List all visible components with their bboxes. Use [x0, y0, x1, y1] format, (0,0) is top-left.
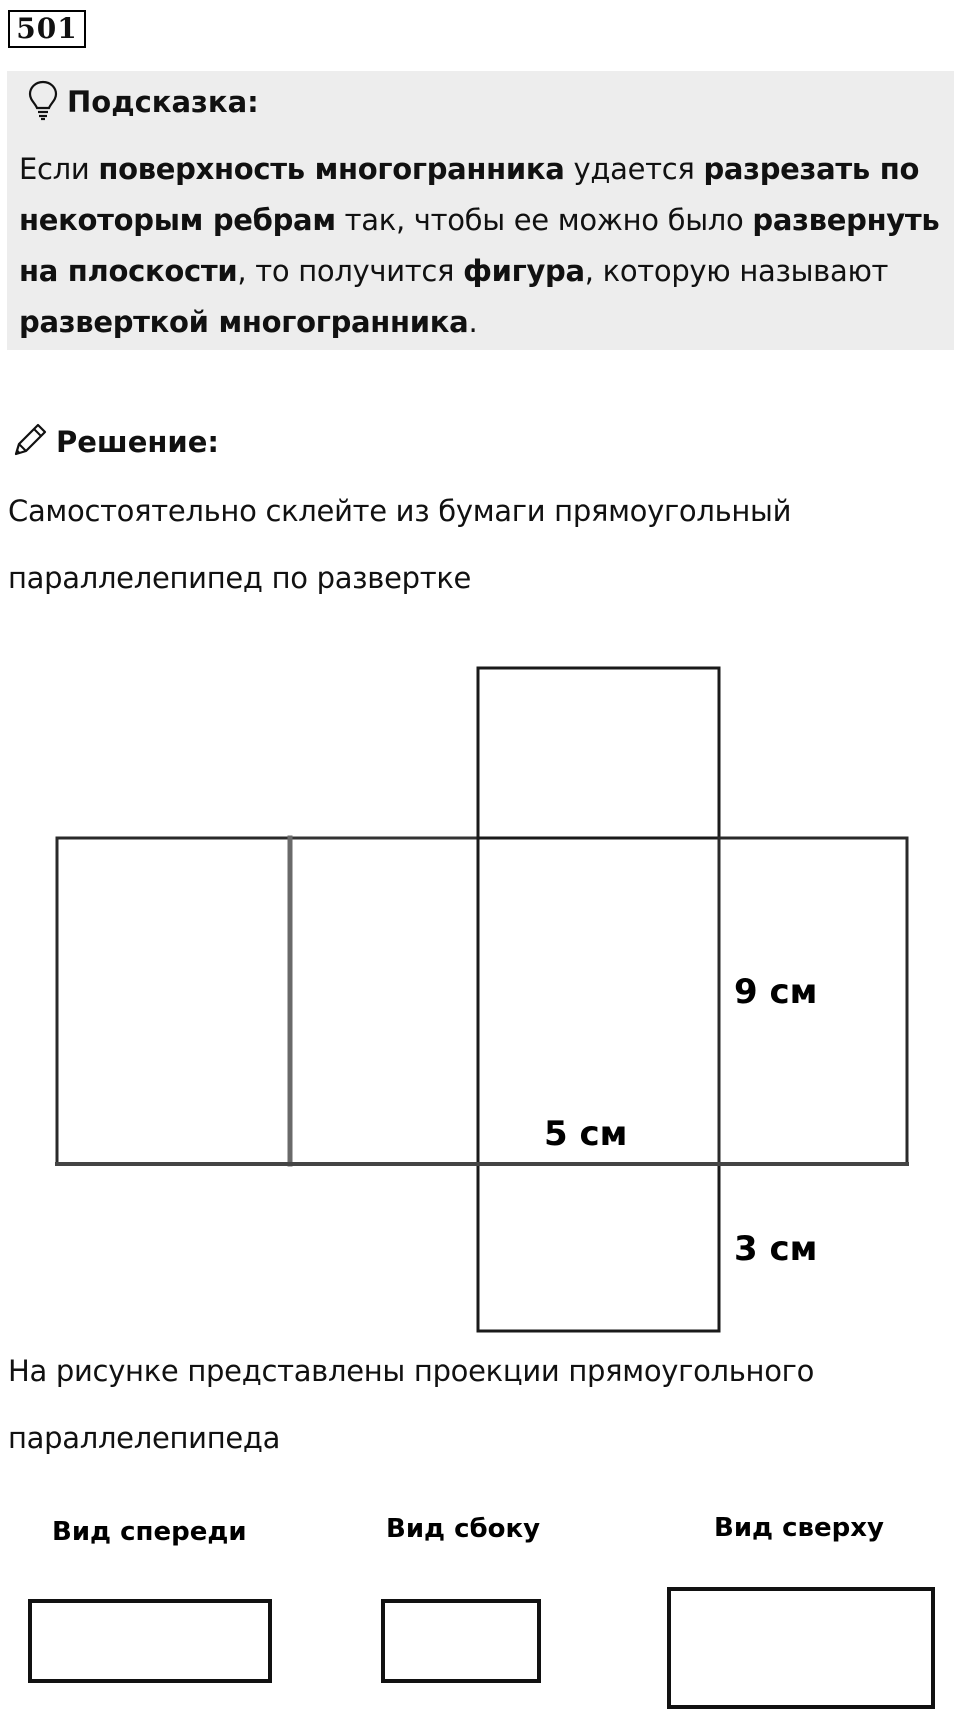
net-label-width: 5 см [544, 1114, 628, 1154]
hint-text-segment: развернуть на плоскости [19, 203, 940, 288]
hint-text-segment: разверткой многогранника [19, 305, 469, 339]
net-face-back [290, 838, 478, 1164]
hint-title: Подсказка: [67, 85, 259, 119]
hint-text-segment: , которую называют [584, 254, 889, 288]
solution-paragraph-1: Самостоятельно склейте из бумаги прямоугольный параллелепипед по развертке [8, 494, 792, 595]
solution-paragraph-2: На рисунке представлены проекции прямоугольного параллелепипеда [8, 1354, 815, 1455]
projection-front-rect [30, 1601, 270, 1681]
hint-text-segment: разрезать по некоторым ребрам [19, 152, 920, 237]
task-number: 501 [8, 10, 86, 48]
projection-top-rect [669, 1589, 933, 1707]
projection-front-label: Вид спереди [52, 1517, 247, 1547]
hint-text-segment: так, чтобы ее можно было [335, 203, 753, 237]
hint-text-segment: удается [564, 152, 704, 186]
hint-text-segment: . [468, 305, 478, 339]
net-face-bottom [478, 1164, 719, 1331]
projection-top-label: Вид сверху [714, 1513, 884, 1543]
net-face-top [478, 668, 719, 838]
hint-text-segment: фигура [463, 254, 585, 288]
net-label-height: 9 см [734, 972, 818, 1012]
net-face-left [57, 838, 290, 1164]
solution-title: Решение: [56, 425, 220, 459]
projection-side-rect [383, 1601, 539, 1681]
projection-side-label: Вид сбоку [386, 1514, 541, 1544]
hint-text-segment: Если [19, 152, 99, 186]
hint-text-segment: , то получится [237, 254, 464, 288]
net-label-depth: 3 см [734, 1229, 818, 1269]
hint-text-segment: поверхность многогранника [98, 152, 565, 186]
